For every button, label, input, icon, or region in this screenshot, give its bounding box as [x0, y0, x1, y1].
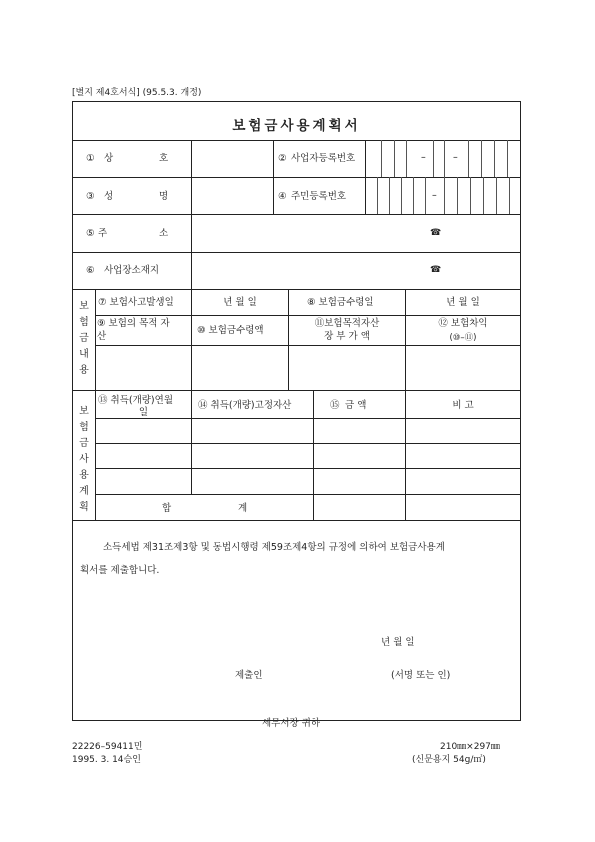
amount-label: 금 액	[345, 400, 367, 411]
received-amount-label: ⑩ 보험금수령액	[197, 325, 264, 336]
business-reg-dash: –	[421, 152, 426, 163]
trade-name-field[interactable]	[192, 141, 272, 176]
amount-field[interactable]	[314, 419, 404, 519]
plan-section-label: 보험금사용계획	[79, 406, 89, 513]
asset-type-field[interactable]	[96, 346, 190, 389]
rule	[72, 520, 521, 521]
business-reg-field[interactable]	[366, 141, 520, 176]
resident-reg-field[interactable]	[366, 178, 520, 213]
total-label: 계	[238, 503, 248, 514]
acquisition-date-field[interactable]	[96, 419, 190, 493]
signature-label: (서명 또는 인)	[391, 670, 451, 681]
rule	[273, 140, 274, 214]
declaration-text: 소득세법 제31조제3항 및 동법시행령 제59조제4항의 규정에 의하여 보험금사용계	[103, 542, 445, 553]
address-num: ⑤	[86, 228, 95, 239]
receipt-date-label: ⑧ 보험금수령일	[307, 297, 374, 308]
name-label: 성	[104, 191, 114, 202]
acquisition-date-label: ⑬ 취득(개량)연월	[98, 395, 173, 406]
business-location-label: 사업장소재지	[104, 265, 160, 276]
receipt-date-field[interactable]: 년 월 일	[446, 297, 480, 308]
form-title: 보험금사용계획서	[232, 118, 361, 134]
form-code: 22226–59411민	[72, 742, 143, 752]
name-label: 명	[159, 191, 169, 202]
phone-icon: ☎	[430, 228, 442, 238]
trade-name-label: 상	[104, 153, 114, 164]
book-value-label: ⑪보험목적자산	[314, 318, 380, 329]
business-location-num: ⑥	[86, 265, 95, 276]
paper-type: (신문용지 54g/㎡)	[412, 755, 486, 765]
business-location-field[interactable]	[192, 253, 520, 288]
trade-name-label: 호	[159, 153, 169, 164]
resident-reg-label: 주민등록번호	[291, 191, 347, 202]
business-reg-num: ②	[278, 153, 287, 164]
insurance-gain-formula: (⑩–⑪)	[449, 333, 477, 343]
resident-reg-dash: –	[432, 190, 437, 201]
remarks-label: 비 고	[452, 400, 474, 411]
declaration-text: 획서를 제출합니다.	[80, 565, 160, 576]
rule	[72, 289, 521, 290]
acquisition-date-label: 일	[138, 407, 149, 418]
rule	[72, 390, 521, 391]
rule	[95, 315, 521, 316]
declaration-date[interactable]: 년 월 일	[381, 637, 415, 648]
phone-icon: ☎	[430, 265, 442, 275]
accident-date-label: ⑦ 보험사고발생일	[98, 297, 174, 308]
book-value-label: 장 부 가 액	[324, 331, 370, 342]
fixed-asset-label: ⑭ 취득(개량)고정자산	[198, 400, 292, 411]
name-field[interactable]	[192, 178, 272, 213]
remarks-field[interactable]	[406, 419, 520, 519]
total-label: 합	[162, 503, 172, 514]
addressee: 세무서장 귀하	[262, 718, 321, 729]
asset-type-label: 산	[97, 331, 107, 342]
insurance-section-label: 보험금내용	[79, 301, 89, 376]
asset-type-label: ⑨ 보험의 목적 자	[97, 318, 170, 329]
resident-reg-num: ④	[278, 191, 287, 202]
accident-date-field[interactable]: 년 월 일	[223, 297, 257, 308]
submitter-label: 제출인	[235, 670, 263, 681]
address-label: 소	[159, 228, 169, 239]
form-label: [별지 제4호서식] (95.5.3. 개정)	[72, 88, 202, 98]
received-amount-field[interactable]	[192, 346, 287, 389]
business-reg-dash: –	[453, 152, 458, 163]
business-reg-label: 사업자등록번호	[291, 153, 356, 164]
name-num: ③	[86, 191, 95, 202]
address-label: 주	[98, 228, 108, 239]
insurance-gain-field[interactable]	[406, 346, 520, 389]
amount-num: ⑮	[330, 400, 340, 411]
address-field[interactable]	[192, 215, 520, 251]
trade-name-num: ①	[86, 153, 95, 164]
approval-date: 1995. 3. 14승인	[72, 755, 141, 765]
paper-size: 210㎜×297㎜	[440, 742, 500, 752]
book-value-field[interactable]	[289, 346, 404, 389]
insurance-gain-label: ⑫ 보험차익	[438, 318, 488, 329]
fixed-asset-field[interactable]	[192, 419, 312, 493]
